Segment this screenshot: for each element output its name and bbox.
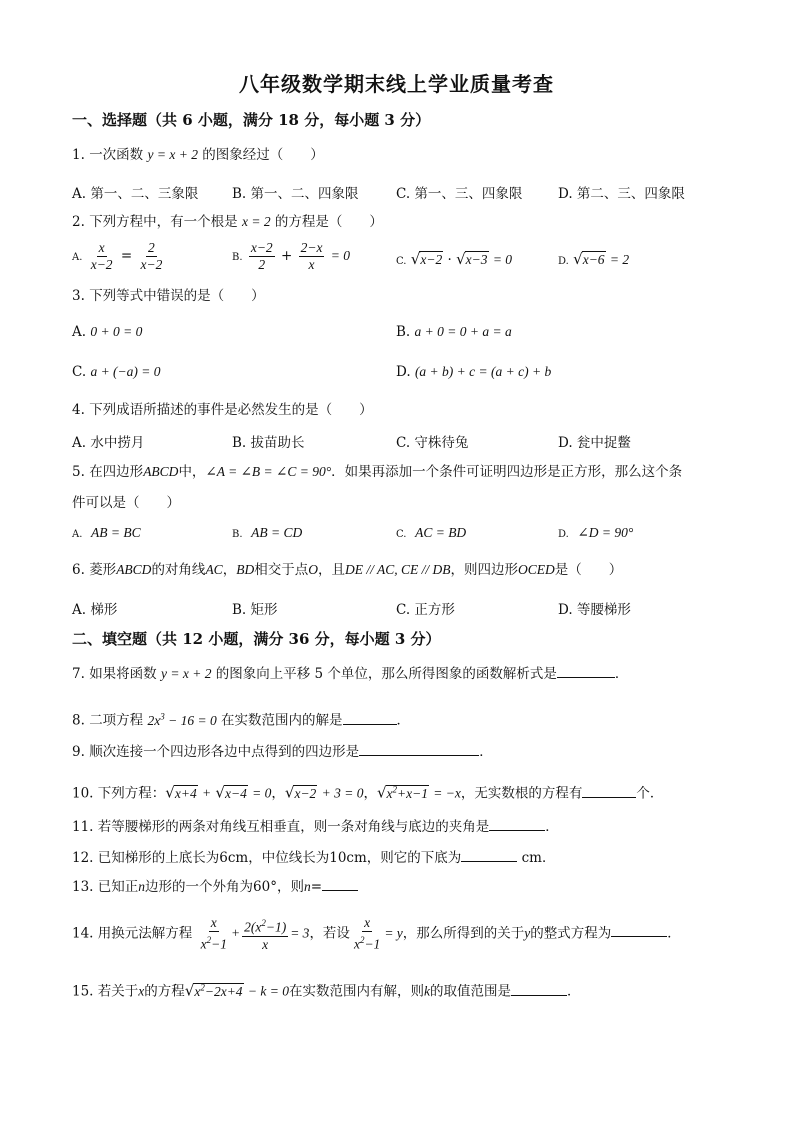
question-text: ， — [222, 562, 237, 578]
vector-equation: (a + b) + c = (a + c) + b — [414, 364, 552, 379]
radicand: x+4 — [174, 785, 197, 801]
punctuation: ， — [271, 785, 285, 802]
question-text: 相交于点 — [254, 562, 309, 578]
sqrt-icon: √ — [456, 250, 466, 268]
question-text: 已知正 — [97, 879, 139, 895]
question-text: ，且 — [317, 562, 345, 578]
answer-blank[interactable] — [322, 878, 358, 891]
operator: = — [120, 248, 133, 264]
option-label: C. — [72, 364, 87, 380]
question-13 — [72, 878, 358, 896]
sqrt-icon: √ — [573, 250, 583, 268]
q1-option-c[interactable]: C. 第一、三、四象限 — [396, 186, 523, 202]
section-heading-choice: 一、选择题（共 6 小题，满分 18 分，每小题 3 分） — [72, 111, 431, 129]
question-number: 10. — [72, 785, 94, 802]
sqrt-icon: √ — [165, 783, 175, 802]
math-expression: AB = CD — [251, 525, 303, 540]
question-text: 用换元法解方程 — [97, 925, 193, 942]
math-expression: ∠D = 90° — [577, 525, 634, 540]
question-text: ，那么所得到的关于 — [402, 925, 525, 942]
section-heading-fill-in: 二、填空题（共 12 小题，满分 36 分，每小题 3 分） — [72, 630, 441, 648]
punctuation: ， — [363, 785, 377, 802]
q5-option-a[interactable] — [72, 525, 141, 541]
math-expression: BD — [236, 562, 255, 577]
q3-option-d[interactable] — [396, 364, 551, 380]
question-8 — [72, 707, 410, 730]
option-label: C. — [396, 529, 407, 540]
math-expression: ABCD — [116, 562, 152, 577]
unit-text: cm． — [521, 850, 556, 866]
question-number: 8. — [72, 712, 85, 729]
math-expression: = 0 — [492, 252, 513, 267]
question-number: 1. — [72, 147, 85, 163]
question-text: 菱形 — [89, 562, 117, 578]
radicand: $x^2+x-1$ — [386, 784, 428, 801]
fraction: $\frac{2-x}{x}$ — [300, 240, 323, 272]
q5-option-d[interactable] — [558, 525, 633, 541]
question-number: 13. — [72, 879, 94, 895]
math-expression: = 3 — [290, 925, 310, 941]
sqrt-icon: √ — [184, 981, 195, 1000]
q4-option-d[interactable]: D. 瓮中捉鳖 — [558, 435, 631, 451]
math-expression: + 3 = 0 — [321, 785, 364, 801]
math-expression: AC = BD — [415, 525, 467, 540]
q5-option-b[interactable] — [232, 525, 302, 541]
q3-option-c[interactable] — [72, 364, 161, 380]
math-expression: y = x + 2 — [160, 666, 212, 681]
q1-option-b[interactable]: B. 第一、二、四象限 — [232, 186, 359, 202]
option-label: B. — [396, 324, 411, 340]
answer-blank[interactable] — [489, 818, 545, 831]
sqrt-icon: √ — [376, 783, 387, 802]
question-text: 的方程 — [144, 983, 185, 1000]
question-text: 在实数范围内有解，则 — [288, 983, 424, 1000]
punctuation: ． — [545, 819, 559, 835]
question-1 — [72, 146, 324, 164]
question-text: 若关于 — [97, 983, 139, 1000]
question-text: 一次函数 — [89, 147, 144, 163]
question-2 — [72, 213, 383, 231]
question-number: 7. — [72, 666, 85, 682]
vector-equation: a + 0 = 0 + a = a — [414, 324, 512, 339]
q6-option-d[interactable]: D. 等腰梯形 — [558, 602, 631, 618]
option-label: A. — [72, 529, 83, 540]
answer-blank[interactable] — [557, 665, 615, 678]
option-label: B. — [232, 252, 243, 263]
sqrt-icon: √ — [284, 783, 295, 802]
question-text: 在实数范围内的解是 — [221, 712, 343, 729]
answer-blank[interactable] — [359, 743, 479, 756]
punctuation: ． — [566, 983, 581, 1000]
sqrt-icon: √ — [410, 250, 421, 268]
question-number: 3. — [72, 288, 85, 304]
math-expression: = 0 — [330, 248, 350, 263]
q2-option-b[interactable] — [232, 240, 350, 273]
radicand: x−2 — [294, 785, 317, 801]
fraction: $\frac{2(x^2-1)}{x}$ — [242, 915, 288, 953]
q2-option-d[interactable] — [558, 250, 629, 268]
q5-option-c[interactable] — [396, 525, 466, 541]
fraction: $\frac{2}{x-2}$ — [140, 240, 163, 272]
question-text: 在四边形 — [89, 464, 144, 480]
sqrt-icon: √ — [215, 783, 225, 802]
question-6 — [72, 561, 622, 579]
question-text: 个． — [636, 785, 664, 802]
question-text: ，则它的下底为 — [366, 850, 462, 866]
question-text: ，无实数根的方程有 — [460, 785, 583, 802]
question-text: ，若设 — [309, 925, 350, 942]
question-text: 的取值范围是 — [429, 983, 511, 1000]
question-4 — [72, 401, 373, 419]
answer-blank[interactable] — [343, 712, 397, 725]
punctuation: ． — [614, 666, 629, 682]
question-15 — [72, 978, 580, 1001]
option-label: B. — [232, 529, 243, 540]
math-expression: O — [308, 562, 318, 577]
question-14 — [72, 915, 681, 953]
question-text: 中， — [178, 464, 206, 480]
q6-option-b[interactable]: B. 矩形 — [232, 602, 278, 618]
radicand: x−2 — [420, 252, 443, 267]
punctuation: ． — [396, 712, 411, 729]
q4-option-a[interactable]: A. 水中捞月 — [72, 435, 145, 451]
question-number: 12. — [72, 850, 94, 866]
radicand: x−6 — [582, 252, 605, 267]
math-expression: y = x + 2 — [147, 147, 198, 162]
answer-blank[interactable] — [461, 849, 517, 862]
question-5 — [72, 463, 682, 481]
radicand: x−4 — [224, 785, 247, 801]
fraction: $\frac{x}{x^2-1}$ — [353, 915, 381, 952]
answer-blank[interactable] — [582, 785, 636, 798]
option-label: D. — [558, 529, 569, 540]
option-label: A. — [72, 324, 87, 340]
question-text: 如果将函数 — [89, 666, 157, 682]
question-text: 下列等式中错误的是（ ） — [89, 288, 265, 304]
q2-option-c[interactable] — [396, 250, 512, 268]
q6-option-a[interactable]: A. 梯形 — [72, 602, 118, 618]
question-text: 是（ ） — [554, 562, 623, 578]
fraction: $\frac{x}{x^2-1}$ — [200, 915, 227, 952]
answer-blank[interactable] — [611, 924, 667, 937]
operator: + — [280, 248, 293, 264]
q1-option-d[interactable]: D. 第二、三、四象限 — [558, 186, 685, 202]
q1-option-a[interactable]: A. 第一、二、三象限 — [72, 186, 199, 202]
math-expression: 60° — [253, 879, 277, 895]
question-number: 9. — [72, 744, 85, 760]
question-text: 的图象向上平移 5 个单位，那么所得图象的函数解析式是 — [215, 666, 557, 682]
question-text: 下列方程： — [97, 785, 166, 802]
option-label: D. — [396, 364, 411, 380]
question-number: 15. — [72, 983, 94, 1000]
question-7 — [72, 665, 628, 683]
math-expression: k — [423, 983, 430, 999]
question-text: ，则四边形 — [450, 562, 518, 578]
question-number: 2. — [72, 214, 85, 230]
math-expression: ∠A = ∠B = ∠C = 90° — [205, 464, 332, 479]
radicand: x−3 — [465, 252, 488, 267]
question-text: 边形的一个外角为 — [145, 879, 254, 895]
question-10 — [72, 780, 663, 803]
question-number: 5. — [72, 464, 85, 480]
q4-option-b[interactable]: B. 拔苗助长 — [232, 435, 305, 451]
math-expression: n — [138, 879, 146, 894]
q3-option-b[interactable] — [396, 324, 512, 340]
question-text: 若等腰梯形的两条对角线互相垂直，则一条对角线与底边的夹角是 — [97, 819, 490, 835]
question-text: 下列方程中，有一个根是 — [89, 214, 238, 230]
operator: = — [310, 879, 323, 895]
question-text: 的图象经过（ ） — [202, 147, 324, 163]
page-title: 八年级数学期末线上学业质量考查 — [239, 72, 554, 96]
math-expression: OCED — [517, 562, 555, 577]
question-text: ，中位线长为 — [248, 850, 330, 866]
operator: + — [230, 925, 241, 941]
question-text: 下列成语所描述的事件是必然发生的是（ ） — [89, 402, 373, 418]
math-expression: n — [303, 879, 311, 894]
question-number: 6. — [72, 562, 85, 578]
question-11 — [72, 818, 559, 836]
answer-blank[interactable] — [511, 983, 567, 996]
question-text: ，则 — [276, 879, 304, 895]
math-expression: $2x^3 - 16 = 0$ — [147, 711, 217, 728]
punctuation: ． — [667, 925, 681, 942]
vector-equation: 0 + 0 = 0 — [90, 324, 143, 339]
math-expression: − k = 0 — [247, 983, 289, 999]
math-expression: = 2 — [609, 252, 630, 267]
question-text: ．如果再添加一个条件可证明四边形是正方形，那么这个条 — [331, 464, 683, 480]
question-number: 14. — [72, 925, 94, 942]
q2-option-a[interactable] — [72, 240, 166, 273]
question-text: 顺次连接一个四边形各边中点得到的四边形是 — [89, 744, 360, 760]
math-expression: = y — [384, 925, 403, 941]
q6-option-c[interactable]: C. 正方形 — [396, 602, 455, 618]
question-3 — [72, 287, 265, 305]
question-number: 11. — [72, 819, 94, 835]
math-expression: = 0 — [252, 785, 272, 801]
math-expression: y — [524, 925, 531, 941]
math-expression: = −x — [433, 785, 461, 801]
fraction: $\frac{x-2}{2}$ — [250, 240, 273, 272]
math-expression: x = 2 — [241, 214, 271, 229]
math-expression: AC — [205, 562, 223, 577]
question-text: 的整式方程为 — [530, 925, 612, 942]
math-expression: ABCD — [143, 464, 179, 479]
question-12 — [72, 849, 555, 867]
math-expression: AB = BC — [91, 525, 141, 540]
fraction: $\frac{x}{x-2}$ — [90, 240, 113, 272]
question-number: 4. — [72, 402, 85, 418]
question-text: 二项方程 — [89, 712, 144, 729]
operator: + — [202, 785, 212, 801]
radicand: $x^2-2x+4$ — [194, 982, 243, 999]
q3-option-a[interactable] — [72, 324, 142, 340]
question-text: 的对角线 — [151, 562, 206, 578]
math-expression: DE // AC, CE // DB — [344, 562, 451, 577]
question-5-continued: 件可以是（ ） — [72, 495, 180, 511]
option-label: D. — [558, 256, 569, 267]
math-expression: 6cm — [219, 850, 249, 866]
question-text: 已知梯形的上底长为 — [97, 850, 220, 866]
vector-equation: a + (−a) = 0 — [90, 364, 161, 379]
option-label: C. — [396, 256, 407, 267]
question-text: 的方程是（ ） — [274, 214, 383, 230]
q4-option-c[interactable]: C. 守株待兔 — [396, 435, 469, 451]
math-expression: x — [138, 983, 145, 999]
question-9 — [72, 743, 493, 761]
operator: · — [447, 252, 452, 268]
punctuation: ． — [479, 744, 493, 760]
option-label: A. — [72, 252, 83, 263]
math-expression: 10cm — [329, 850, 367, 866]
